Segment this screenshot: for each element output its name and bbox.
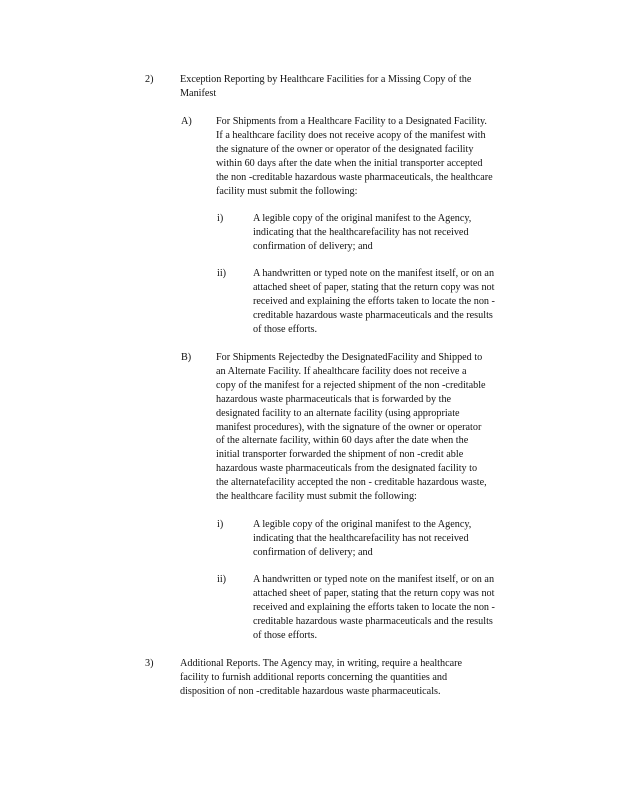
item-numeral: ii) — [217, 268, 227, 279]
subsection-letter: A) — [181, 116, 192, 127]
text-line: facility must submit the following: — [216, 185, 358, 197]
text-line: Exception Reporting by Healthcare Facilities for a Missing Copy of the — [180, 74, 472, 85]
text-line: the alternatefacility accepted the non - creditable hazardous waste, — [216, 477, 487, 489]
text-line: Manifest — [180, 87, 217, 99]
text-line: creditable hazardous waste pharmaceuticals and the results — [253, 309, 493, 321]
text-line: designated facility to an alternate facility (using appropriate — [216, 407, 460, 419]
item-text — [253, 267, 553, 337]
text-line: of those efforts. — [253, 629, 318, 641]
text-line: hazardous waste pharmaceuticals from the designated facility to — [216, 463, 478, 475]
text-line: the non -creditable hazardous waste pharmaceuticals, the healthcare — [216, 171, 493, 183]
text-line: received and explaining the efforts taken to locate the non - — [253, 295, 495, 307]
subsection-text — [216, 351, 546, 504]
text-line: A legible copy of the original manifest to the Agency, — [253, 519, 472, 530]
text-line: hazardous waste pharmaceuticals that is forwarded by the — [216, 393, 452, 405]
text-line: creditable hazardous waste pharmaceuticals and the results — [253, 615, 493, 627]
item-numeral: i) — [217, 519, 224, 530]
text-line: A handwritten or typed note on the manifest itself, or on an — [253, 268, 495, 279]
text-line: attached sheet of paper, stating that the return copy was not — [253, 587, 495, 599]
text-line: the healthcare facility must submit the following: — [216, 491, 417, 503]
text-line: the signature of the owner or operator of the designated facility — [216, 143, 474, 155]
item-numeral: i) — [217, 213, 224, 224]
text-line: indicating that the healthcarefacility has not received — [253, 532, 469, 544]
item-text — [253, 518, 553, 560]
text-line: received and explaining the efforts taken to locate the non - — [253, 601, 495, 613]
text-line: confirmation of delivery; and — [253, 546, 373, 558]
text-line: confirmation of delivery; and — [253, 240, 373, 252]
text-line: attached sheet of paper, stating that the return copy was not — [253, 281, 495, 293]
section-number: 2) — [145, 74, 154, 85]
text-line: of the alternate facility, within 60 days after the date when the — [216, 435, 469, 447]
text-line: initial transporter forwarded the shipment of non -credit able — [216, 449, 464, 461]
text-line: an Alternate Facility. If ahealthcare facility does not receive a — [216, 365, 467, 377]
text-line: disposition of non -creditable hazardous waste pharmaceuticals. — [180, 685, 441, 697]
subsection-text — [216, 115, 546, 198]
text-line: Additional Reports. The Agency may, in writing, require a healthcare — [180, 658, 463, 669]
text-line: A handwritten or typed note on the manifest itself, or on an — [253, 574, 495, 585]
item-text — [253, 573, 553, 643]
item-numeral: ii) — [217, 574, 227, 585]
text-line: within 60 days after the date when the initial transporter accepted — [216, 157, 483, 169]
text-line: indicating that the healthcarefacility has not received — [253, 226, 469, 238]
section-text — [180, 657, 540, 699]
subsection-letter: B) — [181, 352, 192, 363]
section-number: 3) — [145, 658, 154, 669]
text-line: facility to furnish additional reports concerning the quantities and — [180, 671, 448, 683]
text-line: For Shipments from a Healthcare Facility to a Designated Facility. — [216, 116, 487, 127]
text-line: If a healthcare facility does not receive acopy of the manifest with — [216, 129, 486, 141]
section-text — [180, 73, 540, 101]
text-line: For Shipments Rejectedby the DesignatedFacility and Shipped to — [216, 352, 483, 363]
text-line: of those efforts. — [253, 323, 318, 335]
text-line: A legible copy of the original manifest to the Agency, — [253, 213, 472, 224]
item-text — [253, 212, 553, 254]
text-line: copy of the manifest for a rejected shipment of the non -creditable — [216, 379, 486, 391]
text-line: manifest procedures), with the signature of the owner or operator — [216, 421, 482, 433]
